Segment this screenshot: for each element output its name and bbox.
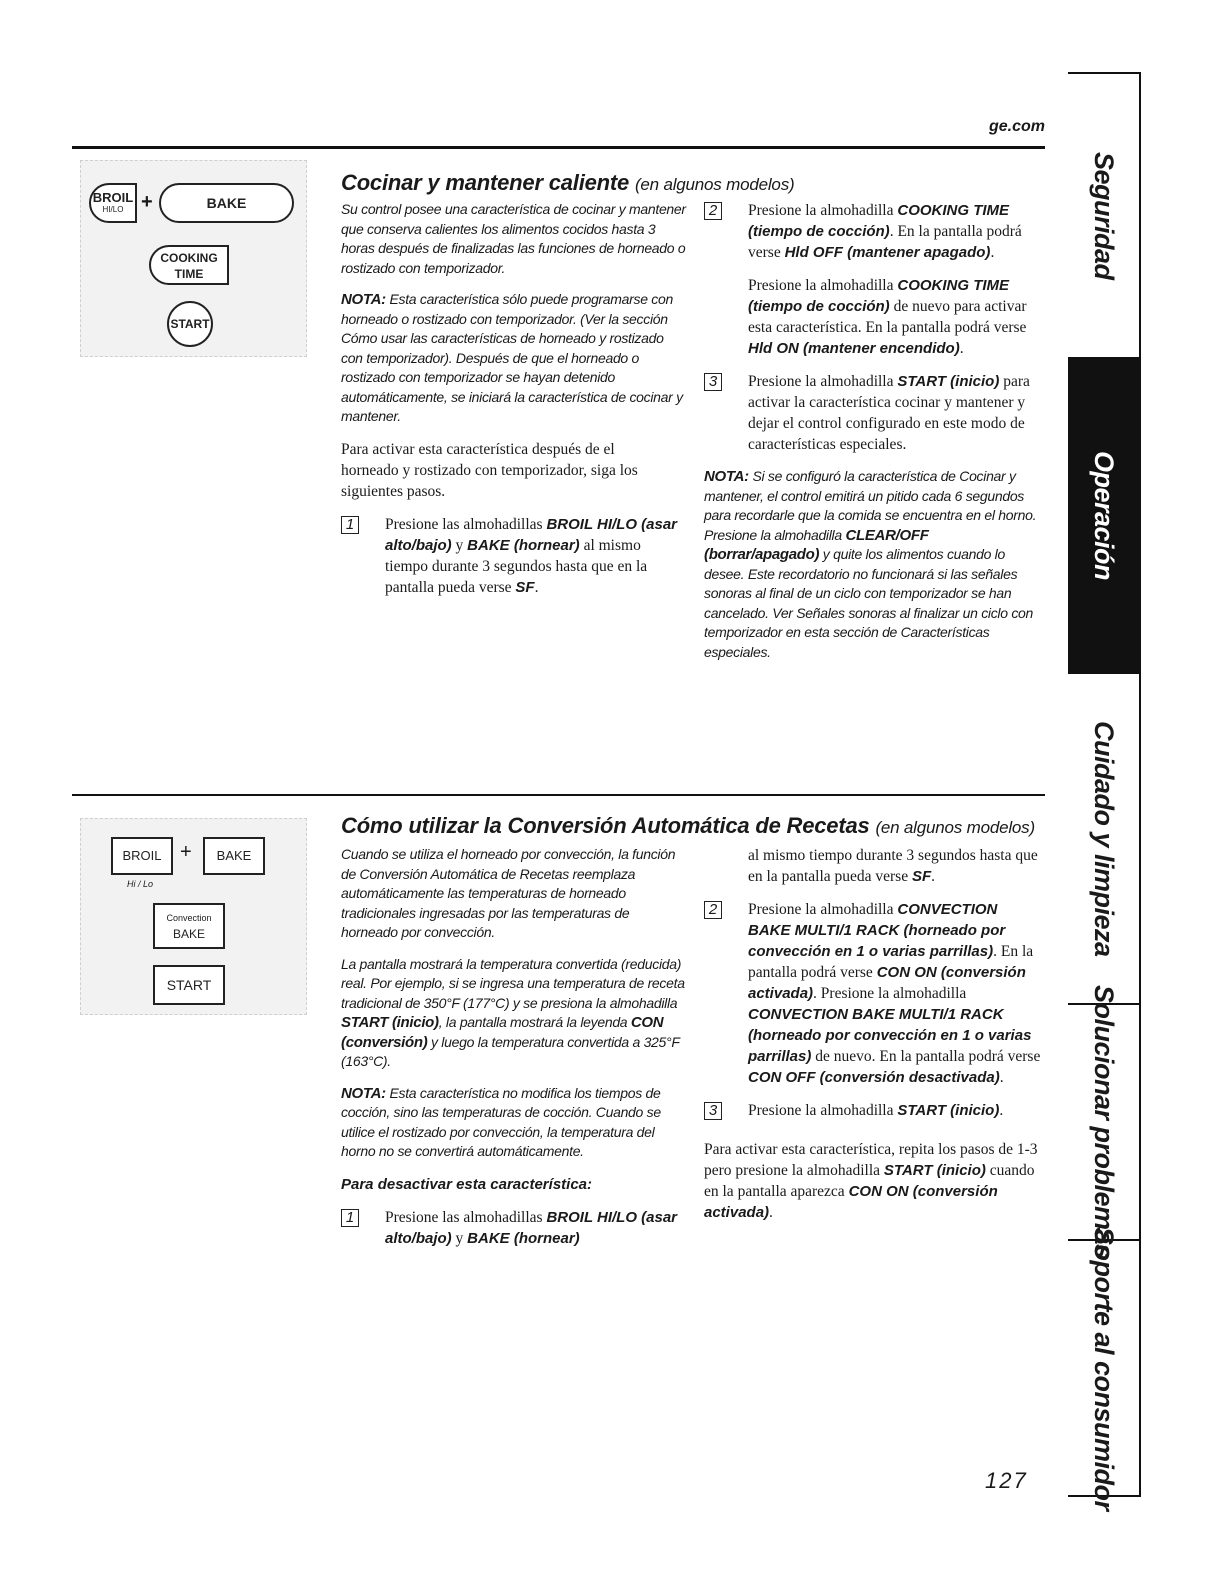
section2-final: Para activar esta característica, repita los pasos de 1-3 pero presione la almohadilla START (inicio) cuando en la pantalla aparezca CON ON (conversión activada). [704, 1141, 1038, 1221]
section2-p1: Cuando se utiliza el horneado por convección, la función de Conversión Automática de Recetas reemplaza automáticamente las temperaturas de horneado tradicionales ingresadas por las temperaturas de horneado por convección. [341, 846, 676, 940]
section1-activate: Para activar esta característica después de el horneado y rostizado con temporizador, siga los siguientes pasos. [341, 440, 638, 500]
section1-intro: Su control posee una característica de cocinar y mantener que conserva calientes los alimentos cocidos hasta 3 horas después de finalizadas las funciones de horneado o rostizado con temporizador. [341, 201, 686, 276]
section1-title: Cocinar y mantener caliente (en algunos modelos) [341, 170, 795, 195]
convection-bake-pad: Convection BAKE [153, 903, 225, 949]
tab-soporte-al-consumidor[interactable]: Soporte al consumidor [1068, 1239, 1139, 1497]
section1-note-2: NOTA: Si se configuró la característica de Cocinar y mantener, el control emitirá un pitido cada 6 segundos para recordarle que la comida se encuentra en el horno. Presione la almohadilla CLEAR/OFF (borrar/apagado) y quite los alimentos cuando lo desee. Este recordatorio no funcionará si las señales sonoras al final de un ciclo con temporizador se han cancelado. Ver Señales sonoras al finalizar un ciclo con temporizador en esta sección de Características especiales. [704, 468, 1037, 660]
section2-title: Cómo utilizar la Conversión Automática de Recetas (en algunos modelos) [341, 813, 1035, 838]
start-pad-2: START [153, 965, 225, 1005]
section2-note: NOTA: Esta característica no modifica los tiempos de cocción, sino las temperaturas de cocción. Cuando se utilice el rostizado por convección, la temperatura del horno no se convertirá automáticamente. [341, 1084, 661, 1159]
section1-left-column [341, 200, 686, 610]
section1-step-1: 1 Presione las almohadillas BROIL HI/LO (asar alto/bajo) y BAKE (hornear) al mismo tiempo durante 3 segundos hasta que en la pantalla pueda verse SF. [341, 514, 686, 598]
tab-operacion[interactable]: Operación [1068, 357, 1139, 672]
bake-pad-2: BAKE [203, 837, 265, 875]
section-tabs [1068, 72, 1141, 1511]
broil-sub-label: Hi / Lo [127, 879, 154, 889]
plus-sign-2: + [180, 841, 192, 863]
section2-step-3: 3 Presione la almohadilla START (inicio). [704, 1100, 1044, 1121]
site-url: ge.com [988, 118, 1045, 135]
broil-pad-2: BROIL [111, 837, 173, 875]
tab-seguridad[interactable]: Seguridad [1089, 151, 1119, 280]
section2-deactivate-heading: Para desactivar esta característica: [341, 1175, 593, 1193]
top-rule [72, 146, 1045, 149]
section2-right-column [704, 845, 1044, 1235]
section1-step-2-repeat: Presione la almohadilla COOKING TIME (tiempo de cocción) de nuevo para activar esta característica. En la pantalla podrá verse Hld ON (mantener encendido). [748, 277, 1027, 357]
plus-sign: + [141, 191, 153, 213]
broil-pad: BROIL HI/LO [89, 183, 137, 223]
section1-step-2: 2 Presione la almohadilla COOKING TIME (tiempo de cocción). En la pantalla podrá verse Hld OFF (mantener apagado). [704, 200, 1044, 263]
tab-solucionar-problemas[interactable]: Solucionar problemas [1068, 1003, 1139, 1239]
start-pad: START [167, 301, 213, 347]
section2-left-column [341, 845, 686, 1261]
section2-step-1: 1 Presione las almohadillas BROIL HI/LO (asar alto/bajo) y BAKE (hornear) [341, 1207, 686, 1249]
section2-step-2: 2 Presione la almohadilla CONVECTION BAKE MULTI/1 RACK (horneado por convección en 1 o varias parrillas). En la pantalla podrá verse CON ON (conversión activada). Presione la almohadilla CONVECTION BAKE MULTI/1 RACK (horneado por convección en 1 o varias parrillas) de nuevo. En la pantalla podrá verse CON OFF (conversión desactivada). [704, 899, 1044, 1088]
section1-right-column [704, 200, 1044, 674]
section2-step-1-continued: al mismo tiempo durante 3 segundos hasta que en la pantalla pueda verse SF. [748, 847, 1038, 885]
cooking-time-pad: COOKING TIME [149, 245, 229, 285]
bake-pad: BAKE [159, 183, 294, 223]
section1-note: NOTA: Esta característica sólo puede programarse con horneado o rostizado con temporizador. (Ver la sección Cómo usar las características de horneado y rostizado con temporizador). Después de que el horneado o rostizado con temporizador se hayan detenido automáticamente, se iniciará la característica de cocinar y mantener. [341, 291, 683, 424]
recipe-conversion-keypad-figure [80, 818, 307, 1015]
section2-p2: La pantalla mostrará la temperatura convertida (reducida) real. Por ejemplo, si se ingresa una temperatura de receta tradicional de 350°F (177°C) y se presiona la almohadilla START (inicio), la pantalla mostrará la leyenda CON (conversión) y luego la temperatura convertida a 325°F (163°C). [341, 955, 685, 1069]
section1-step-3: 3 Presione la almohadilla START (inicio) para activar la característica cocinar y mantener y dejar el control configurado en este modo de características especiales. [704, 371, 1044, 455]
cook-hold-keypad-figure [80, 160, 307, 357]
tab-cuidado-y-limpieza[interactable]: Cuidado y limpieza [1068, 672, 1139, 1003]
page-number: 127 [985, 1468, 1028, 1493]
middle-rule [72, 794, 1045, 796]
